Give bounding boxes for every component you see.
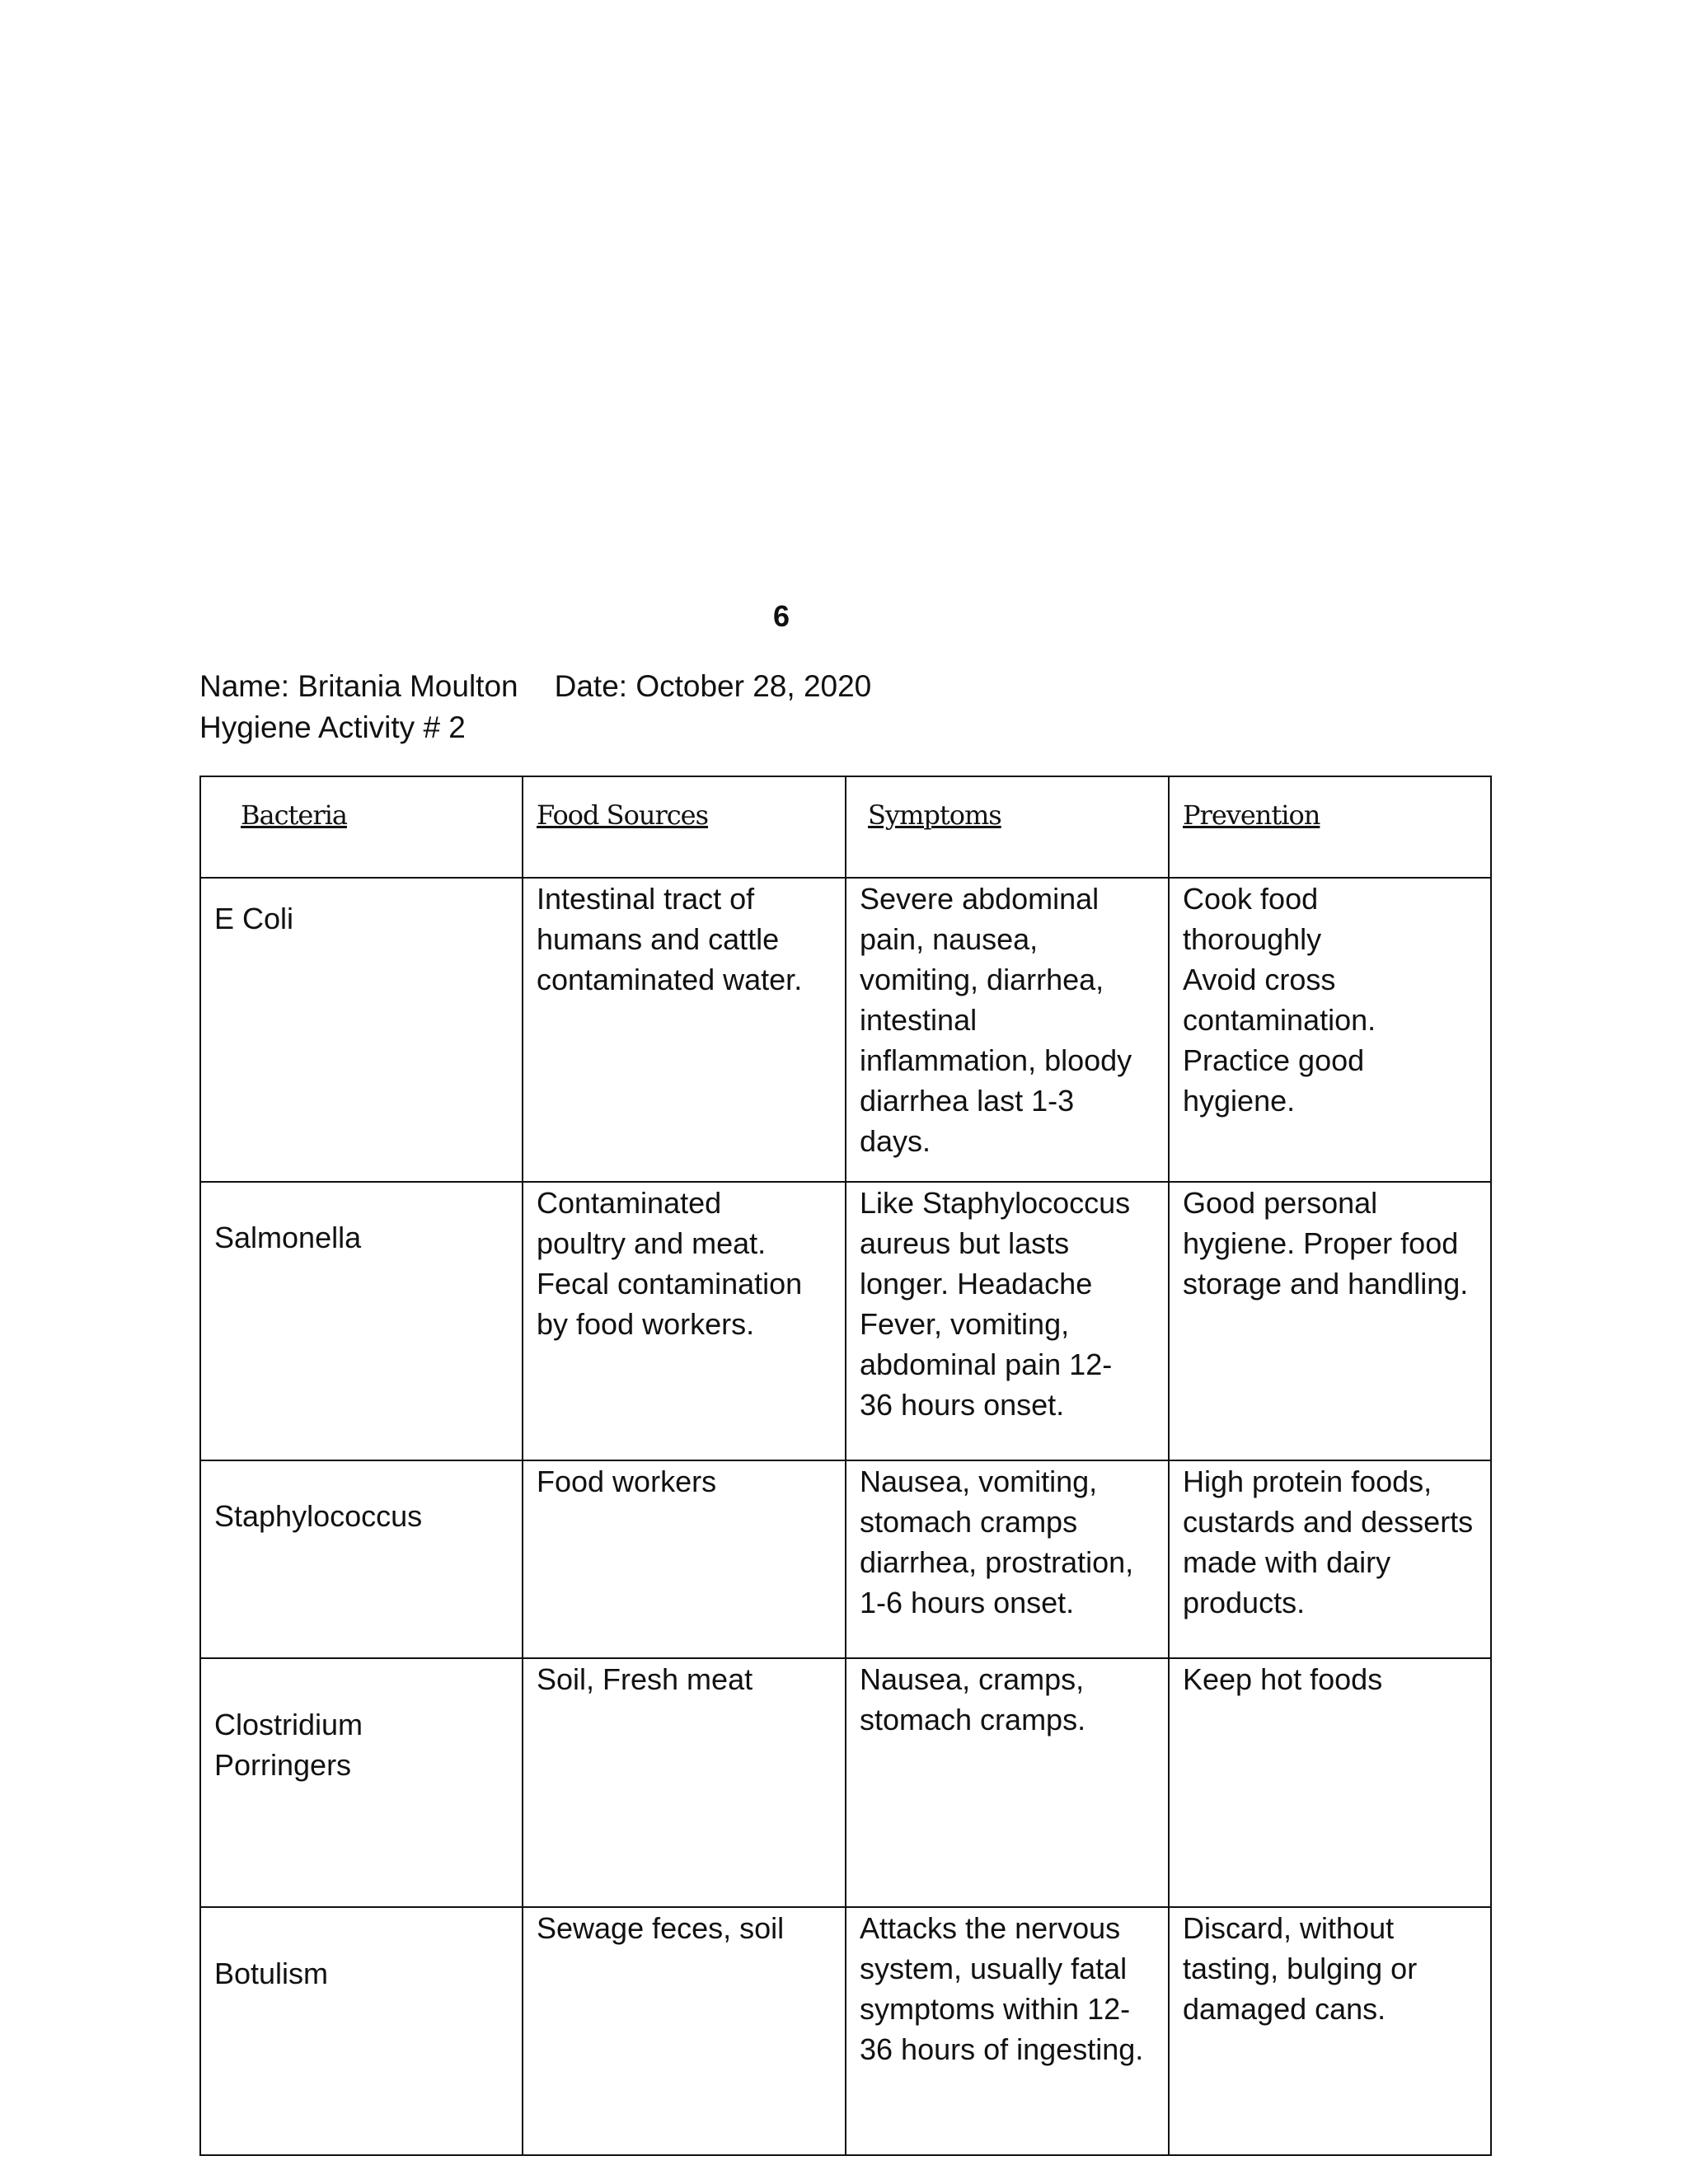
cell-text: Keep hot foods <box>1183 1662 1383 1696</box>
cell-text: vomiting, diarrhea, <box>860 963 1104 996</box>
food-sources-cell <box>523 1460 846 1658</box>
cell-text: Nausea, vomiting, <box>860 1465 1098 1498</box>
cell-text: longer. Headache <box>860 1267 1093 1301</box>
cell-text: Fever, vomiting, <box>860 1307 1070 1341</box>
cell-text: products. <box>1183 1586 1306 1619</box>
cell-text: Nausea, cramps, <box>860 1662 1085 1696</box>
bacteria-cell <box>200 1658 523 1907</box>
cell-text: Contaminated <box>537 1186 722 1220</box>
symptoms-cell <box>846 1658 1169 1907</box>
food-sources-cell <box>523 878 846 1182</box>
bacteria-cell <box>200 1182 523 1460</box>
cell-text: by food workers. <box>537 1307 755 1341</box>
cell-text: contamination. <box>1183 1003 1376 1037</box>
cell-text: custards and desserts <box>1183 1505 1474 1539</box>
bacteria-cell <box>200 878 523 1182</box>
cell-text: Good personal <box>1183 1186 1378 1220</box>
document-header <box>199 666 871 748</box>
symptoms-cell <box>846 878 1169 1182</box>
cell-text: stomach cramps <box>860 1505 1078 1539</box>
cell-text: humans and cattle <box>537 922 780 956</box>
cell-text: E Coli <box>214 902 294 935</box>
table-row <box>200 1182 1491 1460</box>
food-sources-cell <box>523 1907 846 2155</box>
cell-text: days. <box>860 1124 931 1158</box>
cell-text: Like Staphylococcus <box>860 1186 1131 1220</box>
cell-text: Discard, without <box>1183 1911 1395 1945</box>
table-row <box>200 878 1491 1182</box>
cell-text: Attacks the nervous <box>860 1911 1121 1945</box>
cell-text: Staphylococcus <box>214 1499 423 1533</box>
cell-text: High protein foods, <box>1183 1465 1432 1498</box>
page-number: 6 <box>772 599 790 633</box>
cell-text: Sewage feces, soil <box>537 1911 785 1945</box>
symptoms-cell <box>846 1907 1169 2155</box>
cell-text: Porringers <box>214 1748 352 1782</box>
cell-text: symptoms within 12- <box>860 1992 1131 2026</box>
symptoms-cell <box>846 1182 1169 1460</box>
bacteria-cell <box>200 1907 523 2155</box>
cell-text: Clostridium <box>214 1708 363 1741</box>
name-date-line <box>199 666 871 707</box>
cell-text: aureus but lasts <box>860 1226 1070 1260</box>
cell-text: tasting, bulging or <box>1183 1952 1418 1985</box>
cell-text: storage and handling. <box>1183 1267 1469 1301</box>
bacteria-cell <box>200 1460 523 1658</box>
column-header-bacteria: Bacteria <box>200 776 523 878</box>
cell-text: diarrhea, prostration, <box>860 1545 1134 1579</box>
cell-text: system, usually fatal <box>860 1952 1128 1985</box>
cell-text: 36 hours onset. <box>860 1388 1065 1422</box>
cell-text: poultry and meat. <box>537 1226 767 1260</box>
cell-text: abdominal pain 12- <box>860 1347 1113 1381</box>
food-sources-cell <box>523 1658 846 1907</box>
prevention-cell <box>1169 878 1491 1182</box>
cell-text: made with dairy <box>1183 1545 1391 1579</box>
cell-text: hygiene. Proper food <box>1183 1226 1459 1260</box>
table-row <box>200 1658 1491 1907</box>
cell-text: pain, nausea, <box>860 922 1039 956</box>
cell-text: intestinal <box>860 1003 978 1037</box>
cell-text: Intestinal tract of <box>537 882 755 916</box>
table-row <box>200 1460 1491 1658</box>
cell-text: diarrhea last 1-3 <box>860 1084 1075 1118</box>
cell-text: thoroughly <box>1183 922 1322 956</box>
cell-text: damaged cans. <box>1183 1992 1386 2026</box>
student-name: Name: Britania Moulton <box>199 669 518 703</box>
column-header-prevention: Prevention <box>1169 776 1491 878</box>
prevention-cell <box>1169 1460 1491 1658</box>
column-header-symptoms: Symptoms <box>846 776 1169 878</box>
symptoms-cell <box>846 1460 1169 1658</box>
cell-text: Food workers <box>537 1465 717 1498</box>
table-row <box>200 1907 1491 2155</box>
activity-date: Date: October 28, 2020 <box>554 669 872 703</box>
cell-text: hygiene. <box>1183 1084 1296 1118</box>
prevention-cell <box>1169 1658 1491 1907</box>
bacteria-table <box>199 776 1492 2156</box>
food-sources-cell <box>523 1182 846 1460</box>
cell-text: contaminated water. <box>537 963 803 996</box>
cell-text: inflammation, bloody <box>860 1043 1132 1077</box>
cell-text: Avoid cross <box>1183 963 1336 996</box>
prevention-cell <box>1169 1182 1491 1460</box>
cell-text: Salmonella <box>214 1221 362 1254</box>
table-header-row <box>200 776 1491 878</box>
cell-text: Soil, Fresh meat <box>537 1662 753 1696</box>
cell-text: Severe abdominal <box>860 882 1100 916</box>
cell-text: Practice good <box>1183 1043 1365 1077</box>
cell-text: Botulism <box>214 1957 329 1990</box>
prevention-cell <box>1169 1907 1491 2155</box>
cell-text: Fecal contamination <box>537 1267 803 1301</box>
cell-text: 36 hours of ingesting. <box>860 2032 1144 2066</box>
cell-text: 1-6 hours onset. <box>860 1586 1075 1619</box>
cell-text: Cook food <box>1183 882 1319 916</box>
cell-text: stomach cramps. <box>860 1703 1086 1736</box>
activity-title: Hygiene Activity # 2 <box>199 710 466 744</box>
column-header-food-sources: Food Sources <box>523 776 846 878</box>
